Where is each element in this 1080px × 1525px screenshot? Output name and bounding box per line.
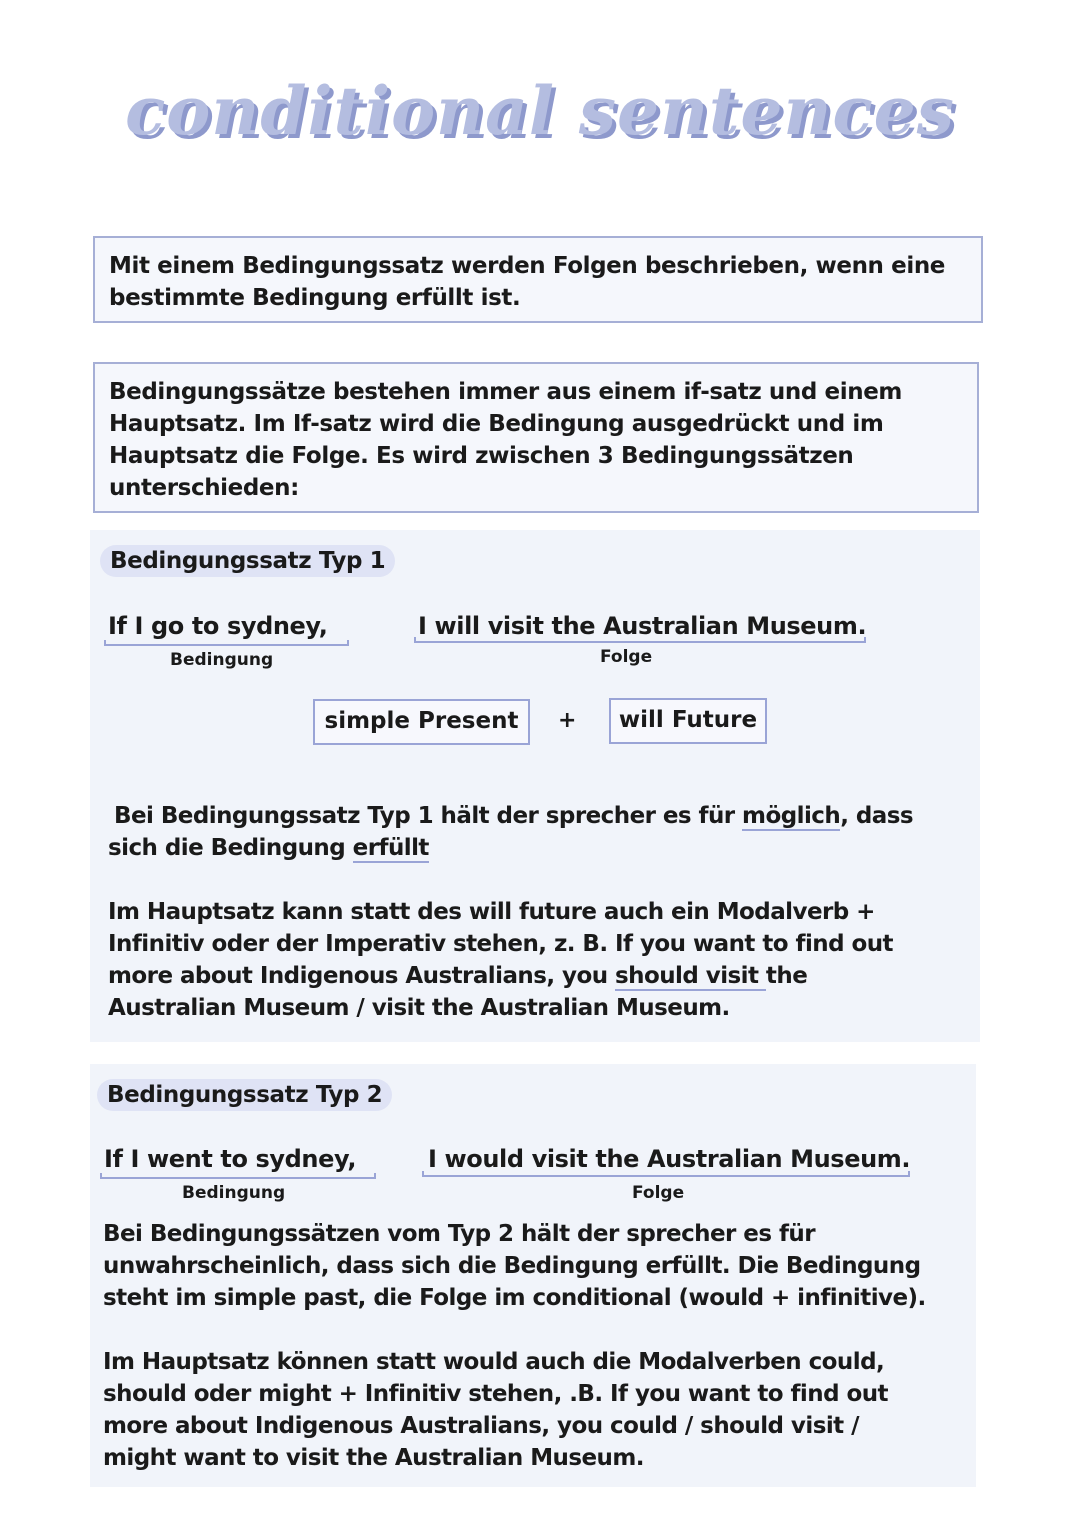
structure-box <box>93 362 979 513</box>
definition-box <box>93 236 983 323</box>
type1-modal-line: Infinitiv oder der Imperativ stehen, z. B. If you want to find out <box>108 931 893 957</box>
type1-explanation-text: sich die Bedingung <box>108 835 353 861</box>
type2-main-clause: I would visit the Australian Museum. <box>428 1145 911 1173</box>
type1-if-underline <box>104 640 349 646</box>
type2-modal-line: should oder might + Infinitiv stehen, .B. If you want to find out <box>103 1381 888 1407</box>
type2-main-underline <box>422 1171 910 1177</box>
page-title: conditional sentences <box>125 72 955 150</box>
definition-line: Mit einem Bedingungssatz werden Folgen beschrieben, wenn eine <box>109 253 945 279</box>
type1-if-clause: If I go to sydney, <box>108 612 328 640</box>
structure-line: Hauptsatz. Im If-satz wird die Bedingung ausgedrückt und im <box>109 411 884 437</box>
type1-modal-text: more about Indigenous Australians, you <box>108 963 616 989</box>
type1-explanation <box>108 800 913 864</box>
type2-modal-line: might want to visit the Australian Museum. <box>103 1445 644 1471</box>
type1-explanation-text: , dass <box>840 803 914 829</box>
highlight-erfuellt: erfüllt <box>352 835 429 861</box>
type1-modal-line: Im Hauptsatz kann statt des will future auch ein Modalverb + <box>108 899 875 925</box>
highlight-should-visit: should visit <box>615 963 766 989</box>
type2-modal-line: more about Indigenous Australians, you could / should visit / <box>103 1413 859 1439</box>
definition-line: bestimmte Bedingung erfüllt ist. <box>109 285 521 311</box>
type1-modal-line: Australian Museum / visit the Australian Museum. <box>108 995 730 1021</box>
type2-if-label: Bedingung <box>182 1183 286 1203</box>
type2-explanation-line: steht im simple past, die Folge im conditional (would + infinitive). <box>103 1285 926 1311</box>
type1-modal-text: the <box>765 963 808 989</box>
type1-main-underline <box>414 637 866 643</box>
type2-main-label: Folge <box>632 1183 685 1203</box>
type2-heading: Bedingungssatz Typ 2 <box>97 1079 392 1111</box>
type2-explanation-line: Bei Bedingungssätzen vom Typ 2 hält der sprecher es für <box>103 1221 816 1247</box>
highlight-moeglich: möglich <box>742 803 841 829</box>
tense-simple-present: simple Present <box>313 699 530 745</box>
structure-line: Hauptsatz die Folge. Es wird zwischen 3 Bedingungssätzen <box>109 443 854 469</box>
type2-modal-line: Im Hauptsatz können statt would auch die Modalverben could, <box>103 1349 885 1375</box>
type2-if-underline <box>100 1173 376 1179</box>
type1-main-label: Folge <box>600 647 653 667</box>
type1-explanation-text: Bei Bedingungssatz Typ 1 hält der sprecher es für <box>114 803 743 829</box>
plus-sign: + <box>558 708 577 733</box>
tense-will-future: will Future <box>609 698 767 744</box>
type2-modal-note <box>103 1346 888 1474</box>
type2-explanation <box>103 1218 926 1314</box>
structure-line: Bedingungssätze bestehen immer aus einem if-satz und einem <box>109 379 902 405</box>
structure-line: unterschieden: <box>109 475 299 501</box>
type2-explanation-line: unwahrscheinlich, dass sich die Bedingung erfüllt. Die Bedingung <box>103 1253 921 1279</box>
type1-heading: Bedingungssatz Typ 1 <box>100 545 395 577</box>
type1-modal-note <box>108 896 893 1024</box>
type1-if-label: Bedingung <box>170 650 274 670</box>
type1-main-clause: I will visit the Australian Museum. <box>418 612 867 640</box>
type2-if-clause: If I went to sydney, <box>104 1145 357 1173</box>
